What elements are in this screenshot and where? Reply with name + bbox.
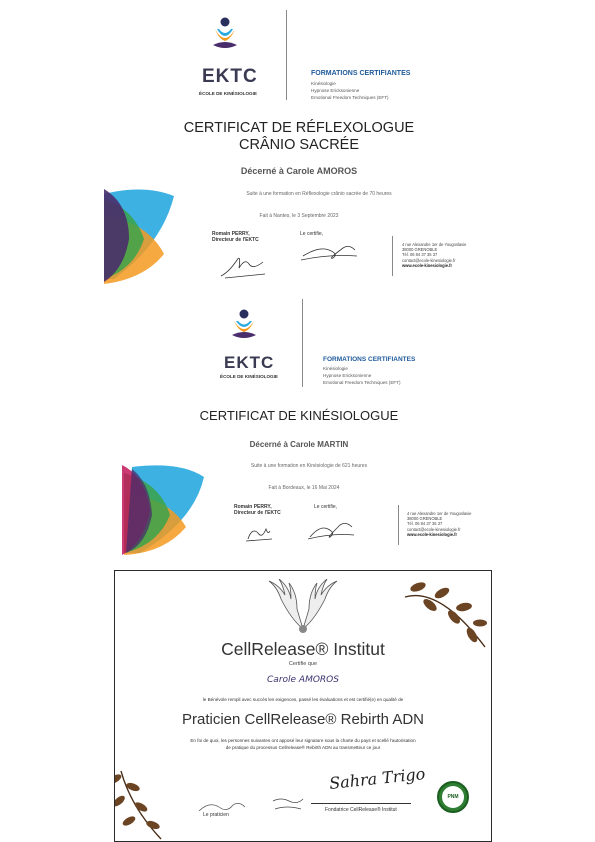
petal-graphic <box>104 184 174 284</box>
certificate-title: CERTIFICAT DE KINÉSIOLOGUE <box>199 408 399 423</box>
formations-title: FORMATIONS CERTIFIANTES <box>311 70 411 77</box>
formation-item: Emotional Freedom Techniques (EFT) <box>323 380 401 385</box>
petal-graphic <box>120 463 204 555</box>
certificate-title-line2: CRÂNIO SACRÉE <box>238 137 360 153</box>
formation-item: Hypnose Ericksonienne <box>311 88 360 93</box>
certificate-reflexology <box>104 2 494 285</box>
formation-item: Emotional Freedom Techniques (EFT) <box>311 95 389 100</box>
divider <box>392 236 393 276</box>
place-date: Fait à Nantes, le 3 Septembre 2023 <box>259 213 339 219</box>
training-description: Suite à une formation en Réflexologie crânio sacrée de 70 heures <box>246 191 392 197</box>
address-block: 4 rue Alexandre 1er de Yougoslavie 38000 GRENOBLE Tél. 06 84 37 35 37 contact@ecole-kinesiologie.fr www.ecole-kinesiologie.fr <box>402 242 467 268</box>
recipient-name: Carole AMOROS <box>267 675 339 685</box>
certified-label: Le certifie, <box>314 504 338 510</box>
certifies-label: Certifie que <box>288 661 318 667</box>
training-description: Suite à une formation en Kinésiologie de 621 heures <box>250 463 368 469</box>
place-date: Fait à Bordeaux, le 16 Mai 2024 <box>268 485 340 491</box>
requirements-text: le Bénévole rempli avec succès les exigences, passé les évaluations et est certifié(e) en qualité de <box>202 697 404 702</box>
certified-label: Le certifie, <box>300 231 324 237</box>
divider <box>286 10 287 100</box>
ektc-logo-icon <box>231 309 257 343</box>
director-signature-icon <box>219 250 269 280</box>
seal-icon: PNM <box>437 781 469 813</box>
formation-item: Hypnose Ericksonienne <box>323 373 372 378</box>
school-subtitle: ÉCOLE DE KINÉSIOLOGIE <box>220 374 278 379</box>
address-block: 4 rue Alexandre 1er de Yougoslavie 38000 GRENOBLE Tél. 06 84 37 35 37 contact@ecole-kinesiologie.fr www.ecole-kinesiologie.fr <box>407 511 472 537</box>
founder-label: Fondatrice CellRelease® Institut <box>325 807 397 813</box>
awarded-to: Décerné à Carole AMOROS <box>240 166 358 176</box>
founder-signature: Sahra Trigo <box>328 764 427 793</box>
signature-line <box>311 803 411 804</box>
certificate-title-line1: CERTIFICAT DE RÉFLEXOLOGUE <box>183 120 415 136</box>
ektc-logo-icon <box>211 17 239 53</box>
authorization-text-line2: de pratique du processus Cellrelease® Rebirth ADN au transmetteur ce jour <box>225 745 381 750</box>
certifier-signature-icon <box>306 517 356 543</box>
school-logo-text: EKTC <box>202 66 258 87</box>
signatory-role: Directeur de l'EKTC <box>212 237 259 243</box>
signatory-role: Directeur de l'EKTC <box>234 510 281 516</box>
awarded-to: Décerné à Carole MARTIN <box>249 440 349 449</box>
divider <box>302 299 303 387</box>
institute-title: CellRelease® Institut <box>221 639 385 659</box>
signatory-name: Romain PERRY, <box>212 231 250 237</box>
diploma-title: Praticien CellRelease® Rebirth ADN <box>182 711 424 728</box>
formations-title: FORMATIONS CERTIFIANTES <box>323 356 416 363</box>
practitioner-label: Le praticien <box>203 812 229 818</box>
divider <box>398 505 399 545</box>
wings-logo-icon <box>261 579 345 637</box>
signatory-name: Romain PERRY, <box>234 504 272 510</box>
witness-signature-icon <box>271 795 305 815</box>
certificate-kinesiology <box>104 293 494 555</box>
formation-item: Kinésiologie <box>311 81 336 86</box>
certificate-cellrelease <box>114 570 492 842</box>
director-signature-icon <box>244 519 274 545</box>
authorization-text-line1: En foi de quoi, les personnes suivantes ont apposé leur signature sous la charte du pays et scellé l'autorisation <box>190 738 416 743</box>
leaf-decoration-icon <box>114 767 171 842</box>
formation-item: Kinésiologie <box>323 366 348 371</box>
school-subtitle: ÉCOLE DE KINÉSIOLOGIE <box>199 91 257 96</box>
school-logo-text: EKTC <box>224 353 275 372</box>
certifier-signature-icon <box>299 240 359 264</box>
